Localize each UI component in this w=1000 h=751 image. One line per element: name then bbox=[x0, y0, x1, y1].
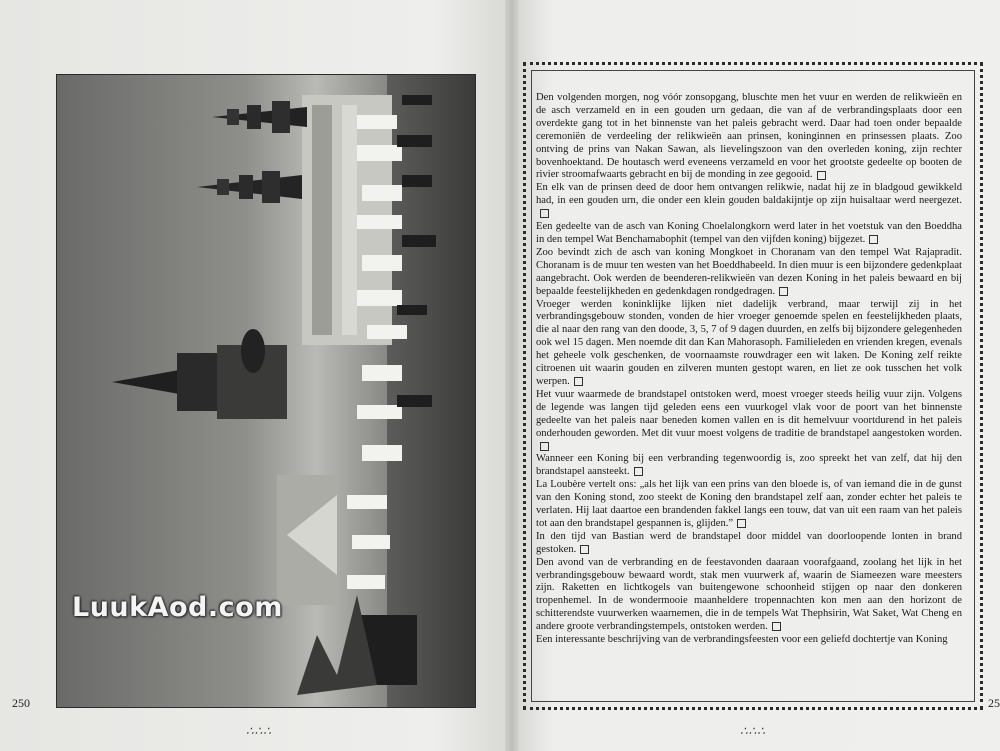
paragraph bbox=[536, 557, 962, 634]
paragraph-end-box-icon bbox=[817, 171, 826, 180]
left-page-number: 250 bbox=[12, 696, 30, 710]
right-page-number: 25 bbox=[988, 696, 1000, 710]
paragraph bbox=[536, 389, 962, 454]
article-text bbox=[536, 92, 962, 647]
paragraph-text: In den tijd van Bastian werd de brandstapel door middel van doorloopende lonten in brand gestoken. bbox=[536, 530, 962, 555]
paragraph-end-box-icon bbox=[540, 209, 549, 218]
paragraph-text: Een interessante beschrijving van de verbrandingsfeesten voor een geliefd dochtertje van Koning bbox=[536, 634, 948, 646]
paragraph bbox=[536, 453, 962, 479]
paragraph bbox=[536, 299, 962, 389]
paragraph-end-box-icon bbox=[772, 622, 781, 631]
paragraph-end-box-icon bbox=[580, 545, 589, 554]
paragraph-text: Zoo bevindt zich de asch van koning Mongkoet in Choranam van den tempel Wat Rajapradit. Choranam is de muur ten westen van het Boeddhabeeld. In dien muur is een bijzondere gedenkplaat aangebracht. Ook werden de beenderen-relikwieën van dezen Koning in het paleis bewaard en bij bepaalde feestelijkheden en gedenkdagen rondgedragen. bbox=[536, 246, 962, 297]
left-page-ornament: ∴∴∴ bbox=[246, 724, 272, 738]
paragraph-end-box-icon bbox=[574, 377, 583, 386]
paragraph-end-box-icon bbox=[634, 467, 643, 476]
paragraph bbox=[536, 531, 962, 557]
paragraph bbox=[536, 247, 962, 299]
paragraph-text: Den volgenden morgen, nog vóór zonsopgang, bluschte men het vuur en werden de relikwieën en de asch verzameld en in een gouden urn gedaan, die van af de verbrandingsplaats door een overdekte gang tot in het binnenste van het paleis gebracht werd. Daar had toen onder bepaalde ceremoniën de verdeeling der relikwieën aan prinsen, koninginnen en prinsessen plaats. Zoo ontving de prins van Nakan Sawan, als lievelingszoon van den overleden koning, zijn rechter bovenhoektand. De houtasch werd eveneens verzameld en voor het grootste gedeelte op booten de rivier stroomafwaarts gebracht en bij de monding in zee gegooid. bbox=[536, 92, 962, 181]
paragraph bbox=[536, 221, 962, 247]
paragraph-text: Het vuur waarmede de brandstapel ontstoken werd, moest vroeger steeds heilig vuur zijn. Volgens de legende was langen tijd geleden eens een vuurkogel vlak voor de poort van het binnenste gedeelte van het paleis naar beneden komen vallen en is dit hemelvuur voortdurend in het paleis onderhouden geworden. Met dit vuur moest volgens de traditie de brandstapel aangestoken worden. bbox=[536, 388, 962, 439]
paragraph-text: Den avond van de verbranding en de feestavonden daaraan voorafgaand, zoolang het lijk in het verbrandingsgebouw bewaard wordt, stak men vuurwerk af, waarin de Siameezen ware meesters zijn. Raketten en lichtkogels van buitengewone schoonheid stijgen op naar den donkeren tropenhemel. In de wondermooie maanheldere tropennachten kon men aan den horizont de schitterendste vuurwerken waarnemen, die in de tempels Wat Thephsirin, Wat Saket, Wat Cheng en andere groote verbrandingstempels, ontstoken werden. bbox=[536, 556, 962, 633]
paragraph-end-box-icon bbox=[540, 442, 549, 451]
paragraph bbox=[536, 92, 962, 182]
right-page-ornament: ∴∴∴ bbox=[740, 724, 766, 738]
book-gutter bbox=[505, 0, 519, 751]
paragraph bbox=[536, 634, 962, 647]
paragraph-text: Wanneer een Koning bij een verbranding tegenwoordig is, zoo spreekt het van zelf, dat hij den brandstapel aansteekt. bbox=[536, 453, 962, 478]
paragraph-end-box-icon bbox=[869, 235, 878, 244]
paragraph-text: En elk van de prinsen deed de door hem ontvangen relikwie, nadat hij ze in bladgoud gewikkeld had, in een gouden urn, die onder een klein gouden baldakijntje op zijn huisaltaar werd neergezet. bbox=[536, 182, 962, 207]
watermark-text: LuukAod.com bbox=[72, 592, 283, 623]
paragraph-text: La Loubère vertelt ons: „als het lijk van een prins van den bloede is, of van iemand die in de gunst van den Koning stond, zoo steekt de Koning den brandstapel zelf aan, zonder echter het paleis te verlaten. Hij laat daartoe een brandenden fakkel langs een touw, dat van uit een raam van het paleis tot aan den brandstapel gespannen is, glijden.” bbox=[536, 479, 962, 529]
paragraph bbox=[536, 182, 962, 221]
paragraph-text: Vroeger werden koninklijke lijken niet dadelijk verbrand, maar terwijl zij in het verbrandingsgebouw stonden, vonden de hier vroeger genoemde spelen en feestelijkheden plaats, die al naar den rang van den doode, 3, 5, 7 of 9 dagen duurden, en zelfs bij bijzondere gelegenheden ook wel 15 dagen. Men noemde dit dan Kan Mahorasoph. Familieleden en vrienden kregen, evenals het geheele volk geschenken, de voornaamste rouwdrager een wit laken. De Koning zelf reikte citroenen uit waarin gouden en zilveren munten gestopt waren, en liet ze ook tusschen het volk werpen. bbox=[536, 298, 962, 387]
paragraph-end-box-icon bbox=[779, 287, 788, 296]
paragraph-text: Een gedeelte van de asch van Koning Choelalongkorn werd later in het voetstuk van den Boeddha in den tempel Wat Benchamabophit (tempel van den vijfden koning) bijgezet. bbox=[536, 221, 962, 245]
paragraph-end-box-icon bbox=[737, 519, 746, 528]
paragraph bbox=[536, 479, 962, 531]
